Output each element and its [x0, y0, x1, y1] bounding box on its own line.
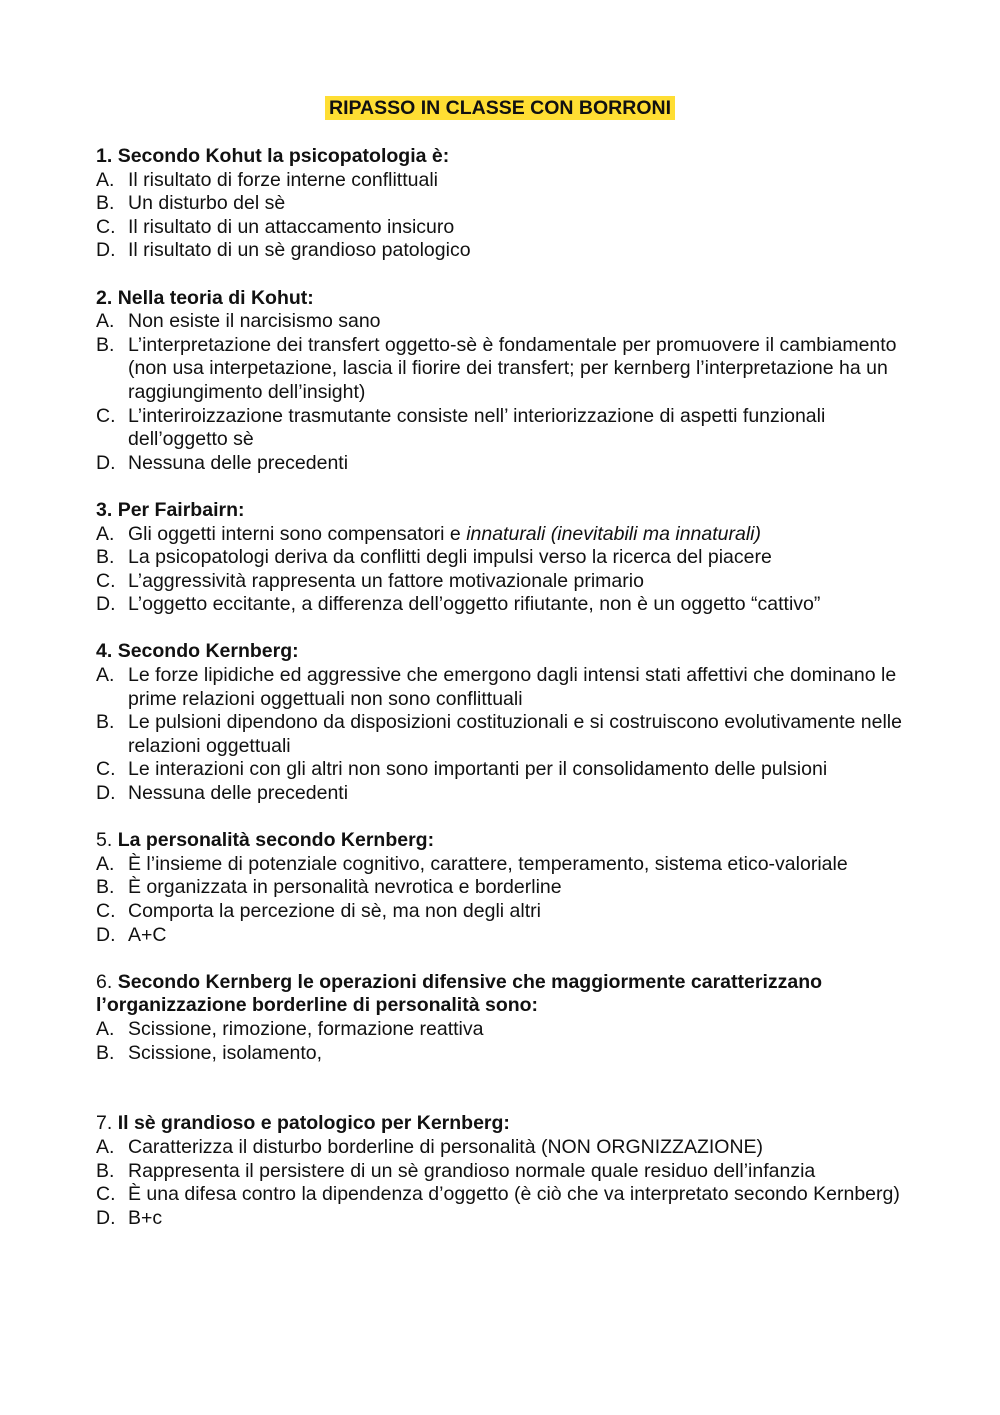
- option-text: Il risultato di un sè grandioso patologico: [128, 239, 471, 262]
- option-text: A+C: [128, 923, 167, 946]
- option-text: Un disturbo del sè: [128, 192, 286, 215]
- answer-option: [96, 546, 916, 570]
- answer-option: [96, 310, 916, 334]
- question-text: Secondo Kernberg:: [117, 640, 299, 663]
- question-number: 5.: [96, 829, 113, 852]
- option-text: L’aggressività rappresenta un fattore motivazionale primario: [128, 569, 644, 592]
- question-heading: [96, 499, 916, 523]
- option-letter: B.: [96, 1159, 115, 1182]
- option-letter: A.: [96, 168, 115, 191]
- option-letter: A.: [96, 310, 115, 333]
- answer-option: [96, 593, 916, 617]
- option-text: B+c: [128, 1206, 163, 1229]
- question-text: Per Fairbairn:: [117, 498, 245, 521]
- question-heading: [96, 829, 916, 853]
- answer-option: [96, 876, 916, 900]
- answer-option: [96, 239, 916, 263]
- answer-option: [96, 1136, 916, 1160]
- option-letter: A.: [96, 1135, 115, 1158]
- answer-option: [96, 452, 916, 476]
- option-text: Il risultato di forze interne conflittuali: [128, 168, 438, 191]
- answer-option: [96, 664, 916, 711]
- option-letter: D.: [96, 239, 116, 262]
- option-text: Non esiste il narcisismo sano: [128, 310, 381, 333]
- option-letter: A.: [96, 1017, 115, 1040]
- answer-option: [96, 1183, 916, 1207]
- option-letter: B.: [96, 876, 115, 899]
- question-text: Secondo Kohut la psicopatologia è:: [117, 145, 450, 167]
- option-text: L’interiroizzazione trasmutante consiste nell’ interiorizzazione di aspetti funzionali dell’oggetto sè: [128, 404, 826, 451]
- option-text: Scissione, rimozione, formazione reattiva: [128, 1017, 484, 1040]
- option-letter: D.: [96, 451, 116, 474]
- answer-option: [96, 1018, 916, 1042]
- answer-option: [96, 924, 916, 948]
- option-letter: C.: [96, 404, 116, 427]
- option-letter: C.: [96, 215, 116, 238]
- answer-option: [96, 1042, 916, 1066]
- option-text: Le forze lipidiche ed aggressive che emergono dagli intensi stati affettivi che dominano le prime relazioni oggettuali non sono conflittuali: [128, 664, 897, 710]
- answer-option: [96, 1207, 916, 1231]
- option-letter: B.: [96, 192, 115, 215]
- option-letter: C.: [96, 1183, 116, 1206]
- question-number: 7.: [96, 1112, 113, 1135]
- answer-option: [96, 523, 916, 547]
- question-3: [96, 499, 916, 617]
- option-text: Gli oggetti interni sono compensatori e: [128, 522, 467, 545]
- question-6: [96, 971, 916, 1065]
- question-number: 6.: [96, 970, 113, 993]
- answer-option: [96, 334, 916, 405]
- option-text: Comporta la percezione di sè, ma non degli altri: [128, 900, 541, 922]
- option-text: L’oggetto eccitante, a differenza dell’oggetto rifiutante, non è un oggetto “cattivo”: [128, 593, 821, 616]
- option-text: Nessuna delle precedenti: [128, 451, 349, 474]
- answer-option: [96, 192, 916, 216]
- option-letter: D.: [96, 593, 116, 616]
- question-text: Secondo Kernberg le operazioni difensive che maggiormente caratterizzano l’organizzazione borderline di personalità sono:: [96, 970, 823, 1017]
- question-text: Il sè grandioso e patologico per Kernberg:: [117, 1112, 510, 1135]
- option-letter: D.: [96, 782, 116, 805]
- option-text: Nessuna delle precedenti: [128, 782, 349, 805]
- question-2: [96, 287, 916, 476]
- option-text: Caratterizza il disturbo borderline di personalità (NON ORGNIZZAZIONE): [128, 1135, 764, 1158]
- option-letter: D.: [96, 923, 116, 946]
- answer-option: [96, 900, 916, 924]
- option-text: Il risultato di un attaccamento insicuro: [128, 215, 455, 238]
- answer-option: [96, 405, 916, 452]
- option-text-italic: innaturali (inevitabili ma innaturali): [466, 522, 761, 545]
- question-heading: [96, 971, 916, 1018]
- answer-option: [96, 216, 916, 240]
- option-letter: A.: [96, 664, 115, 687]
- title-container: [0, 96, 1000, 120]
- option-letter: B.: [96, 333, 115, 356]
- option-text: La psicopatologi deriva da conflitti degli impulsi verso la ricerca del piacere: [128, 546, 772, 569]
- question-heading: [96, 145, 916, 169]
- option-letter: C.: [96, 569, 116, 592]
- option-text: È una difesa contro la dipendenza d’oggetto (è ciò che va interpretato secondo Kernberg): [128, 1183, 900, 1206]
- answer-option: [96, 169, 916, 193]
- option-letter: B.: [96, 711, 115, 734]
- answer-option: [96, 782, 916, 806]
- answer-option: [96, 853, 916, 877]
- option-letter: B.: [96, 546, 115, 569]
- question-1: [96, 145, 916, 263]
- answer-option: [96, 570, 916, 594]
- question-text: Nella teoria di Kohut:: [117, 286, 314, 309]
- question-number: 4.: [96, 640, 113, 663]
- option-letter: C.: [96, 900, 116, 922]
- question-heading: [96, 1112, 916, 1136]
- question-7: [96, 1112, 916, 1230]
- question-number: 1.: [96, 145, 113, 167]
- option-letter: B.: [96, 1041, 115, 1064]
- answer-option: [96, 758, 916, 782]
- question-heading: [96, 287, 916, 311]
- question-4: [96, 640, 916, 805]
- option-text: Le pulsioni dipendono da disposizioni costituzionali e si costruiscono evolutivamente nelle relazioni oggettuali: [128, 711, 902, 757]
- spacer: [96, 1089, 916, 1113]
- option-letter: A.: [96, 522, 115, 545]
- question-list: [96, 145, 916, 1254]
- question-5: [96, 829, 916, 947]
- option-text: L’interpretazione dei transfert oggetto-sè è fondamentale per promuovere il cambiamento (non usa interpetazione, lascia il fiorire dei transfert; per kernberg l’interpretazione ha un raggiungimento dell’insight): [128, 333, 897, 403]
- question-heading: [96, 640, 916, 664]
- answer-option: [96, 1160, 916, 1184]
- question-number: 2.: [96, 286, 113, 309]
- question-number: 3.: [96, 498, 113, 521]
- option-text: Rappresenta il persistere di un sè grandioso normale quale residuo dell’infanzia: [128, 1159, 816, 1182]
- option-text: Scissione, isolamento,: [128, 1041, 323, 1064]
- option-letter: A.: [96, 852, 115, 875]
- answer-option: [96, 711, 916, 758]
- option-text: È organizzata in personalità nevrotica e borderline: [128, 876, 562, 899]
- question-text: La personalità secondo Kernberg:: [117, 829, 435, 852]
- option-letter: C.: [96, 758, 116, 781]
- page-title: RIPASSO IN CLASSE CON BORRONI: [325, 96, 675, 120]
- option-text: Le interazioni con gli altri non sono importanti per il consolidamento delle pulsioni: [128, 758, 828, 781]
- option-text: È l’insieme di potenziale cognitivo, carattere, temperamento, sistema etico-valoriale: [128, 852, 848, 875]
- option-letter: D.: [96, 1206, 116, 1229]
